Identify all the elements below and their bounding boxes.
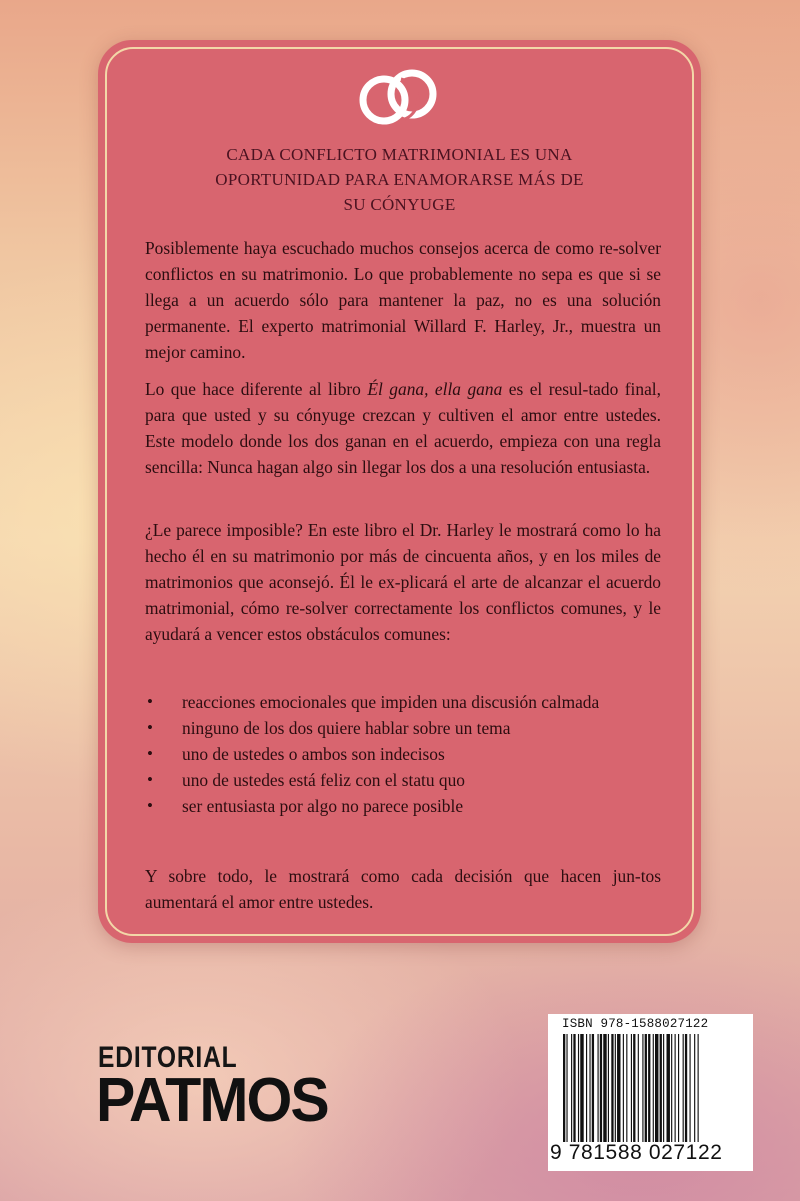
isbn-label: ISBN 978-1588027122 [562, 1017, 709, 1031]
headline-line-3: SU CÓNYUGE [343, 195, 456, 214]
list-item-text: reacciones emocionales que impiden una discusión calmada [182, 692, 600, 712]
wedding-rings-icon [356, 68, 442, 128]
paragraph-2-start: Lo que hace diferente al libro [145, 379, 368, 399]
headline-line-1: CADA CONFLICTO MATRIMONIAL ES UNA [226, 145, 573, 164]
list-item-text: uno de ustedes o ambos son indecisos [182, 744, 445, 764]
barcode-bars [563, 1034, 741, 1142]
paragraph-2-end: es el resul-tado final, para que usted y su cónyuge crezcan y cultiven el amor entre ustedes. Este modelo donde los dos ganan en el acuerdo, empieza con una regla sencilla: Nunca hagan algo sin llegar los dos a una resolución entusiasta. [145, 379, 661, 477]
paragraph-author-promise: ¿Le parece imposible? En este libro el Dr. Harley le mostrará como lo ha hecho él en su matrimonio por más de cincuenta años, y en los miles de matrimonios que aconsejó. Él le ex-plicará el arte de alcanzar el acuerdo matrimonial, cómo re-solver correctamente los conflictos comunes, y le ayudará a vencer estos obstáculos comunes: [145, 520, 661, 644]
list-item-text: ninguno de los dos quiere hablar sobre un tema [182, 718, 511, 738]
bullet-icon: • [147, 796, 153, 815]
headline [138, 142, 661, 217]
bullet-icon: • [147, 692, 153, 711]
list-item [145, 715, 661, 741]
obstacles-list [145, 689, 661, 819]
paragraph-closing: Y sobre todo, le mostrará como cada decisión que hacen jun-tos aumentará el amor entre ustedes. [145, 866, 661, 912]
list-item [145, 793, 661, 819]
publisher-logo-top: EDITORIAL [98, 1041, 238, 1074]
barcode-number: 9 781588 027122 [550, 1141, 723, 1164]
list-item [145, 767, 661, 793]
bullet-icon: • [147, 718, 153, 737]
publisher-logo-name: PATMOS [96, 1066, 328, 1135]
bullet-icon: • [147, 744, 153, 763]
list-item [145, 741, 661, 767]
list-item-text: uno de ustedes está feliz con el statu quo [182, 770, 465, 790]
paragraph-book-description [145, 376, 661, 480]
headline-line-2: OPORTUNIDAD PARA ENAMORARSE MÁS DE [215, 170, 584, 189]
list-item-text: ser entusiasta por algo no parece posible [182, 796, 464, 816]
book-title: Él gana, ella gana [367, 379, 503, 399]
isbn-barcode [548, 1014, 753, 1171]
back-cover-card [98, 40, 701, 943]
bullet-icon: • [147, 770, 153, 789]
list-item [145, 689, 661, 715]
paragraph-intro: Posiblemente haya escuchado muchos consejos acerca de como re-solver conflictos en su matrimonio. Lo que probablemente no sepa es que si se llega a un acuerdo sólo para mantener la paz, no es una solución permanente. El experto matrimonial Willard F. Harley, Jr., muestra un mejor camino. [145, 238, 661, 362]
publisher-logo [96, 1041, 328, 1135]
